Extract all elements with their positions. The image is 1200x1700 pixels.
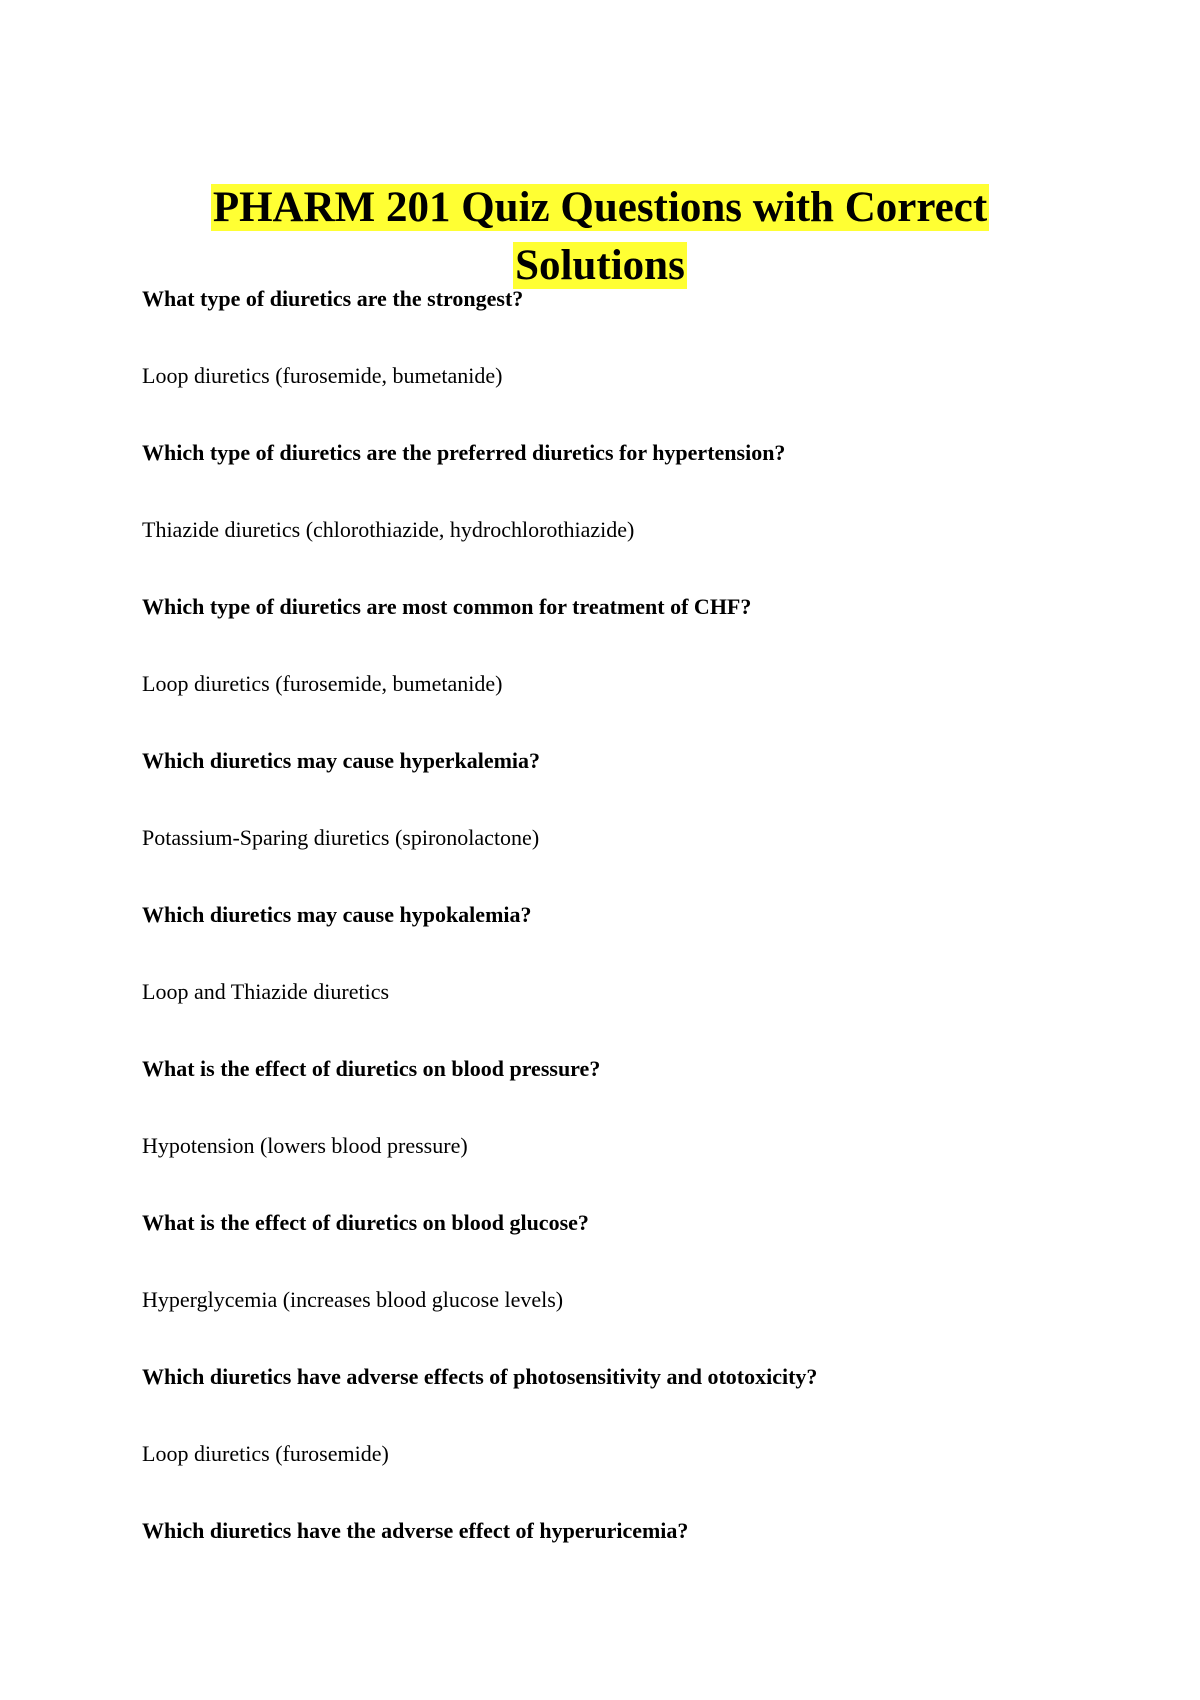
answer-6: Hypotension (lowers blood pressure) [142,1133,468,1158]
question-9: Which diuretics have the adverse effect of hyperuricemia? [142,1518,689,1543]
answer-3: Loop diuretics (furosemide, bumetanide) [142,671,503,696]
answer-4: Potassium-Sparing diuretics (spironolactone) [142,825,540,850]
answer-2: Thiazide diuretics (chlorothiazide, hydrochlorothiazide) [142,517,635,542]
question-6: What is the effect of diuretics on blood pressure? [142,1056,601,1081]
question-4: Which diuretics may cause hyperkalemia? [142,748,541,773]
answer-7: Hyperglycemia (increases blood glucose levels) [142,1287,564,1312]
qa-list [142,284,1122,1546]
title-line-1: PHARM 201 Quiz Questions with Correct [212,183,988,231]
page-title [0,179,1200,295]
question-3: Which type of diuretics are most common for treatment of CHF? [142,594,752,619]
answer-5: Loop and Thiazide diuretics [142,979,390,1004]
answer-1: Loop diuretics (furosemide, bumetanide) [142,363,503,388]
answer-8: Loop diuretics (furosemide) [142,1441,389,1466]
question-7: What is the effect of diuretics on blood glucose? [142,1210,589,1235]
title-line-2: Solutions [515,241,685,289]
question-8: Which diuretics have adverse effects of photosensitivity and ototoxicity? [142,1364,818,1389]
question-5: Which diuretics may cause hypokalemia? [142,902,532,927]
question-2: Which type of diuretics are the preferred diuretics for hypertension? [142,440,786,465]
question-1: What type of diuretics are the strongest? [142,286,524,311]
